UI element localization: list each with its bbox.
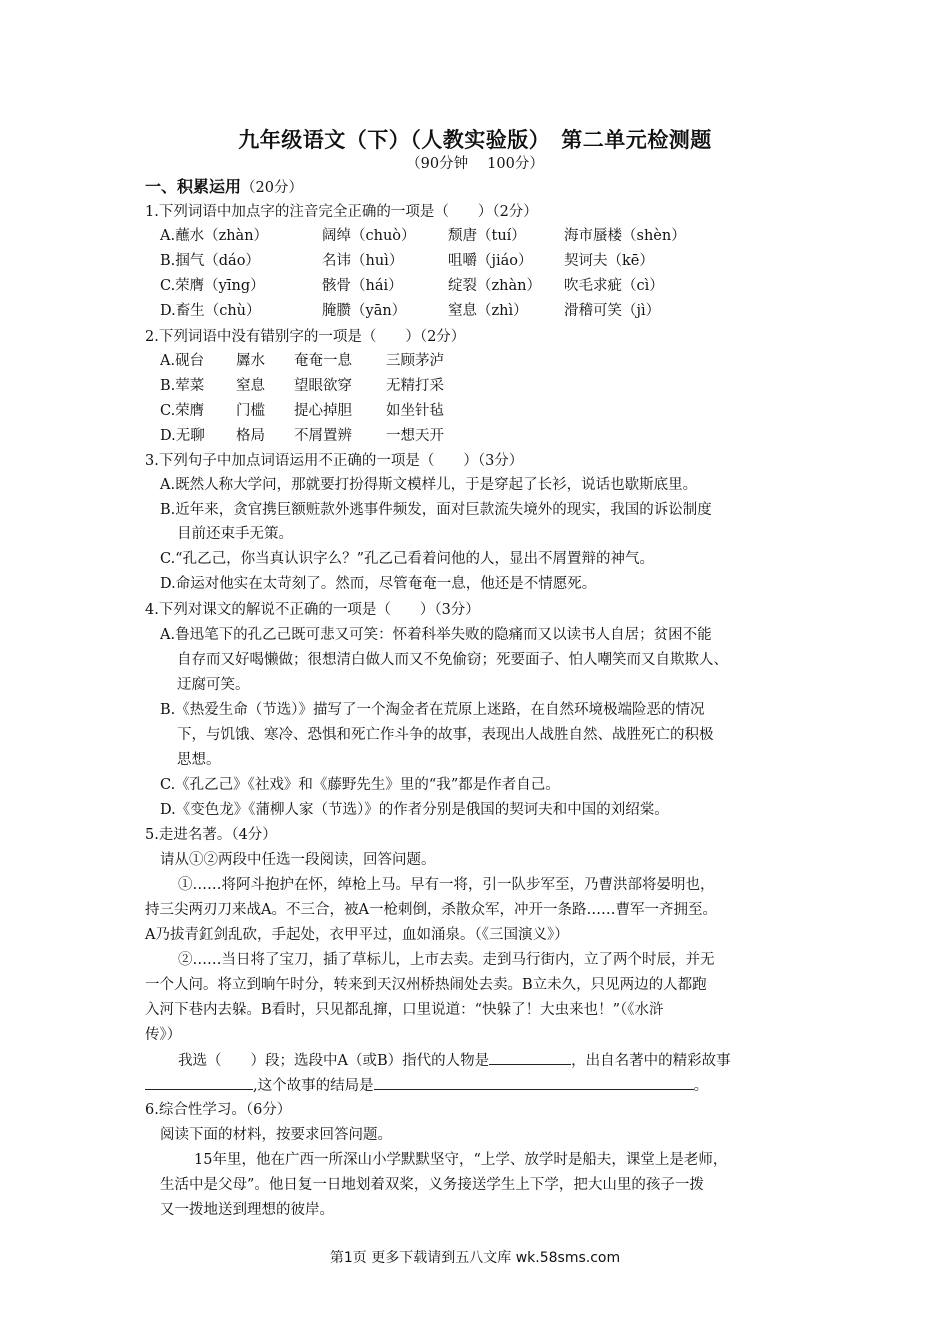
q2-d-w1: D.无聊 [160,428,205,444]
q1-c-w3: 绽裂（zhàn） [448,278,541,294]
q5-blank-story[interactable] [145,1075,253,1090]
q3-option-b-line1: B.近年来，贪官携巨额赃款外逃事件频发，面对巨款流失境外的现实，我国的诉讼制度 [160,502,712,518]
section-heading [145,177,303,198]
q2-d-w4: 一想天开 [386,428,444,444]
q3-option-c: C.“孔乙己，你当真认识字么？”孔乙己看着问他的人，显出不屑置辩的神气。 [160,551,655,567]
q2-c-w2: 门槛 [236,403,265,419]
q4-option-a-line3: 迂腐可笑。 [177,677,250,693]
q1-d-w3: 窒息（zhì） [448,303,528,319]
q5-blank-ending[interactable] [374,1075,694,1090]
q1-c-w1: C.荣膺（yīng） [160,278,265,294]
q3-option-b-line2: 目前还束手无策。 [177,526,293,542]
q6-instruction: 阅读下面的材料，按要求回答问题。 [160,1127,392,1143]
q5-stem: 5.走进名著。（4分） [145,827,277,843]
q4-option-c: C.《孔乙己》《社戏》和《藤野先生》里的“我”都是作者自己。 [160,777,560,793]
q2-a-w1: A.砚台 [160,353,205,369]
q1-a-w1: A.蘸水（zhàn） [160,228,269,244]
q2-option-c [160,401,444,421]
q1-c-w2: 骸骨（hái） [322,278,403,294]
q5-answer-text3: ,这个故事的结局是 [253,1078,374,1094]
q1-a-w3: 颓唐（tuí） [448,228,526,244]
q1-b-w1: B.掴气（dáo） [160,253,260,269]
q5-passage1-line2: 持三尖两刃刀来战A。不三合，被A一枪刺倒，杀散众军，冲开一条路……曹军一齐拥至。 [145,902,717,918]
q3-option-d: D.命运对他实在太苛刻了。然而，尽管奄奄一息，他还是不情愿死。 [160,576,597,592]
q2-b-w3: 望眼欲穿 [294,378,352,394]
q1-option-d [160,301,660,321]
exam-title: 九年级语文（下）（人教实验版） 第二单元检测题 [238,128,712,152]
q1-option-c [160,276,664,296]
page-footer: 第1页 更多下载请到五八文库 wk.58sms.com [329,1250,621,1266]
q5-answer-text2: ，出自名著中的精彩故事 [571,1053,731,1069]
q2-c-w4: 如坐针毡 [386,403,444,419]
q1-b-w2: 名讳（huì） [322,253,404,269]
q4-option-d: D.《变色龙》《蒲柳人家（节选）》的作者分别是俄国的契诃夫和中国的刘绍棠。 [160,802,669,818]
q2-d-w3: 不屑置辨 [294,428,352,444]
q2-option-d [160,426,444,446]
q5-answer-line2 [145,1075,708,1096]
q2-b-w2: 窒息 [236,378,265,394]
q5-passage1-line1: ①……将阿斗抱护在怀，绰枪上马。早有一将，引一队步军至，乃曹洪部将晏明也， [178,877,715,893]
q2-d-w2: 格局 [236,428,265,444]
q2-option-a [160,351,444,371]
q5-passage2-line2: 一个人问。将立到晌午时分，转来到天汉州桥热闹处去卖。B立未久，只见两边的人都跑 [145,977,707,993]
q4-option-b-line3: 思想。 [177,752,221,768]
q2-stem: 2.下列词语中没有错别字的一项是（ ）（2分） [145,329,466,345]
q5-answer-text1: 我选（ ）段；选段中A（或B）指代的人物是 [178,1053,490,1069]
q3-option-a: A.既然人称大学问，那就要打扮得斯文模样儿，于是穿起了长衫，说话也歇斯底里。 [160,477,698,493]
q6-stem: 6.综合性学习。（6分） [145,1102,292,1118]
q6-material-line1: 15年里，他在广西一所深山小学默默坚守，“上学、放学时是船夫，课堂上是老师， [194,1152,728,1168]
q2-b-w4: 无精打采 [386,378,444,394]
q5-passage2-line4: 传》） [145,1027,182,1043]
q1-a-w2: 阔绰（chuò） [322,228,416,244]
q3-stem: 3.下列句子中加点词语运用不正确的一项是（ ）（3分） [145,453,524,469]
q5-answer-text4: 。 [693,1078,709,1094]
q1-d-w4: 滑稽可笑（jì） [564,303,661,319]
q2-c-w3: 提心掉胆 [294,403,352,419]
q1-b-w4: 契诃夫（kē） [564,253,654,269]
q5-answer-line1 [178,1050,731,1071]
q1-d-w1: D.畜生（chù） [160,303,261,319]
q2-option-b [160,376,444,396]
q1-d-w2: 腌臜（yān） [322,303,407,319]
q1-option-b [160,251,654,271]
q2-a-w3: 奄奄一息 [294,353,352,369]
q2-a-w2: 羼水 [236,353,265,369]
q4-stem: 4.下列对课文的解说不正确的一项是（ ）（3分） [145,602,480,618]
q5-passage2-line3: 入河下巷内去躲。B看时，只见都乱撺，口里说道：“快躲了！大虫来也！”（《水浒 [145,1002,664,1018]
q4-option-b-line2: 下，与饥饿、寒冷、恐惧和死亡作斗争的故事，表现出人战胜自然、战胜死亡的积极 [177,727,714,743]
q1-b-w3: 咀嚼（jiáo） [448,253,533,269]
section-points: （20分） [241,180,303,196]
q5-instruction: 请从①②两段中任选一段阅读，回答问题。 [160,852,436,868]
q2-b-w1: B.荤菜 [160,378,205,394]
exam-subtitle: （90分钟 100分） [406,156,544,172]
q4-option-a-line1: A.鲁迅笔下的孔乙己既可悲又可笑：怀着科举失败的隐痛而又以读书人自居；贫困不能 [160,627,712,643]
q5-passage2-line1: ②……当日将了宝刀，插了草标儿，上市去卖。走到马行街内，立了两个时辰，并无 [178,952,715,968]
q1-stem: 1.下列词语中加点字的注音完全正确的一项是（ ）（2分） [145,204,538,220]
q6-material-line3: 又一拨地送到理想的彼岸。 [160,1202,334,1218]
section-title: 一、积累运用 [145,177,242,196]
q4-option-a-line2: 自存而又好喝懒做；很想清白做人而又不免偷窃；死要面子、怕人嘲笑而又自欺欺人、 [177,652,728,668]
q1-a-w4: 海市蜃楼（shèn） [564,228,686,244]
q6-material-line2: 生活中是父母”。他日复一日地划着双桨，义务接送学生上下学，把大山里的孩子一拨 [160,1177,704,1193]
q5-passage1-line3: A乃拔青釭剑乱砍，手起处，衣甲平过，血如涌泉。（《三国演义》） [145,927,569,943]
q2-c-w1: C.荣膺 [160,403,205,419]
q4-option-b-line1: B.《热爱生命（节选）》描写了一个淘金者在荒原上迷路，在自然环境极端险恶的情况 [160,702,705,718]
q2-a-w4: 三顾茅泸 [386,353,444,369]
q1-c-w4: 吹毛求疵（cì） [564,278,664,294]
q5-blank-character[interactable] [489,1050,571,1065]
q1-option-a [160,226,686,246]
